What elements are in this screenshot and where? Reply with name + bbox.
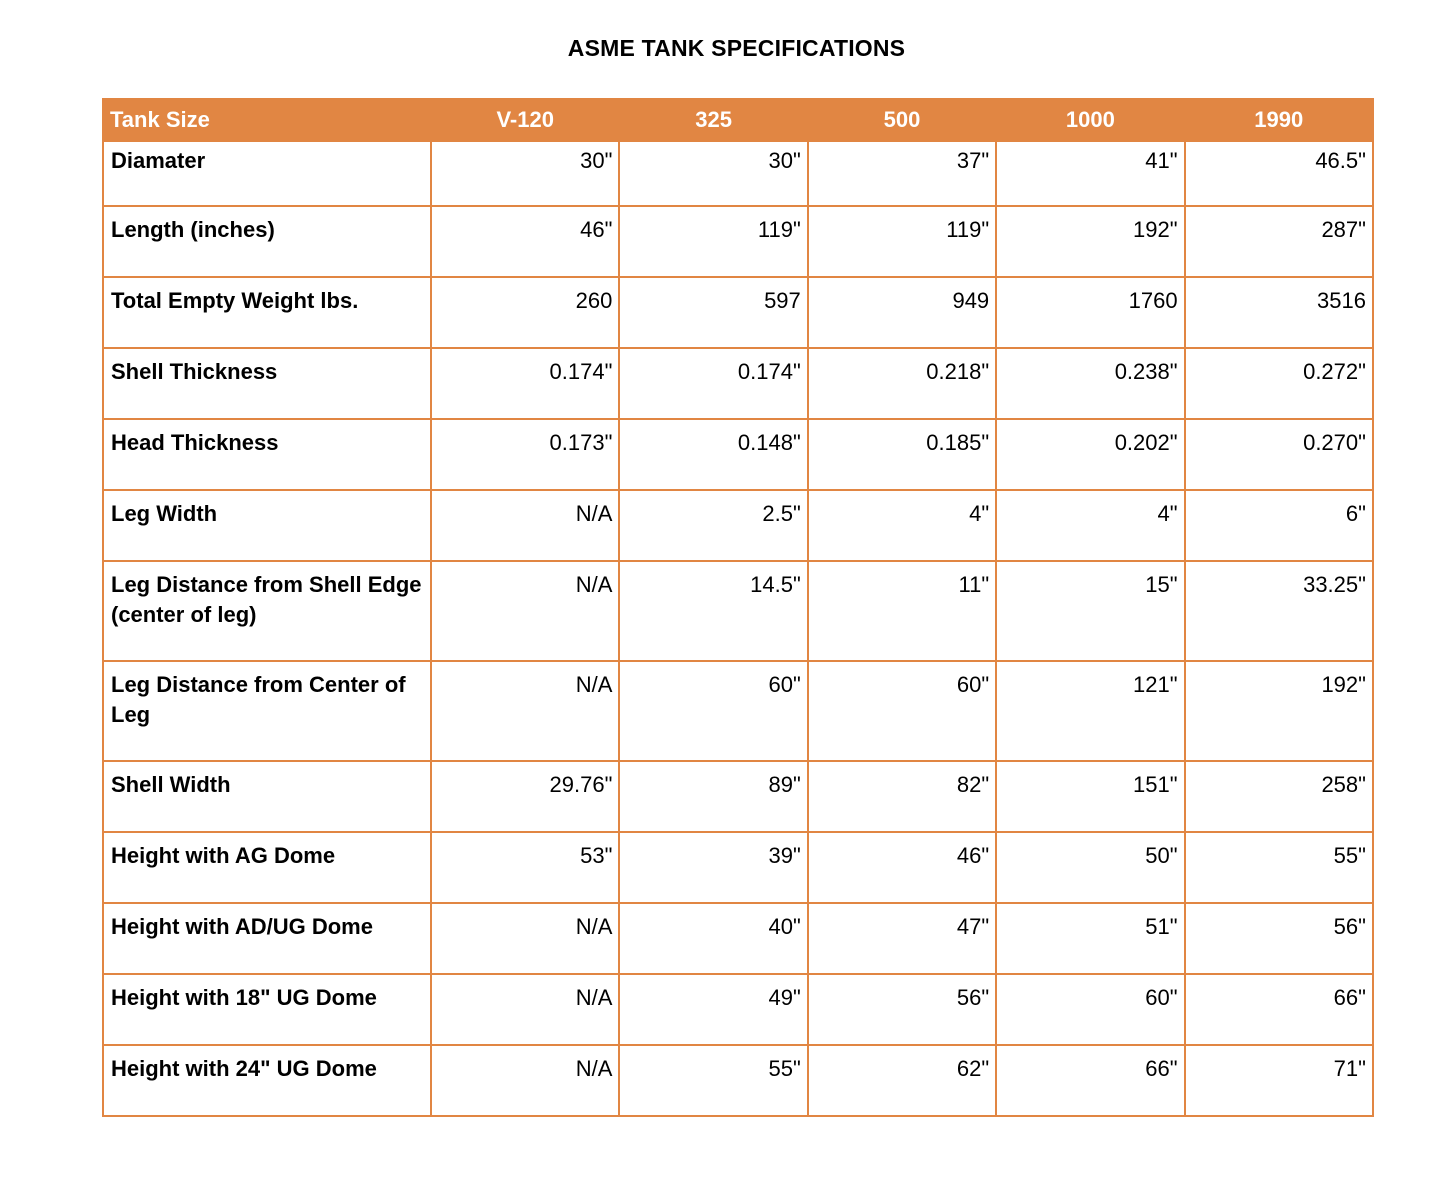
- table-cell: 56": [808, 974, 996, 1045]
- table-cell: 260: [431, 277, 619, 348]
- row-label: Leg Distance from Shell Edge (center of leg): [103, 561, 431, 661]
- table-cell: 30": [431, 141, 619, 206]
- row-label: Total Empty Weight lbs.: [103, 277, 431, 348]
- table-cell: 0.202": [996, 419, 1184, 490]
- table-row: [103, 1045, 1373, 1116]
- page-title: ASME TANK SPECIFICATIONS: [567, 35, 906, 61]
- spec-table: [102, 98, 1374, 1117]
- table-cell: 82": [808, 761, 996, 832]
- table-cell: 46": [431, 206, 619, 277]
- table-cell: 0.173": [431, 419, 619, 490]
- header-size: 1990: [1185, 99, 1373, 141]
- row-label: Shell Thickness: [103, 348, 431, 419]
- table-cell: 0.272": [1185, 348, 1373, 419]
- table-row: [103, 761, 1373, 832]
- table-cell: N/A: [431, 661, 619, 761]
- table-cell: 192": [996, 206, 1184, 277]
- table-cell: N/A: [431, 974, 619, 1045]
- table-cell: 1760: [996, 277, 1184, 348]
- table-cell: 41": [996, 141, 1184, 206]
- table-cell: 39": [619, 832, 807, 903]
- table-cell: 60": [996, 974, 1184, 1045]
- header-tank-size: Tank Size: [103, 99, 431, 141]
- table-cell: 40": [619, 903, 807, 974]
- table-cell: 0.174": [619, 348, 807, 419]
- header-size: V-120: [431, 99, 619, 141]
- row-label: Leg Width: [103, 490, 431, 561]
- table-cell: 151": [996, 761, 1184, 832]
- header-size: 500: [808, 99, 996, 141]
- table-row: [103, 206, 1373, 277]
- table-row: [103, 419, 1373, 490]
- table-cell: 258": [1185, 761, 1373, 832]
- table-cell: 46.5": [1185, 141, 1373, 206]
- table-cell: 71": [1185, 1045, 1373, 1116]
- table-cell: 56": [1185, 903, 1373, 974]
- row-label: Height with AD/UG Dome: [103, 903, 431, 974]
- table-cell: 62": [808, 1045, 996, 1116]
- table-cell: 0.218": [808, 348, 996, 419]
- table-cell: 89": [619, 761, 807, 832]
- table-cell: N/A: [431, 490, 619, 561]
- table-cell: 287": [1185, 206, 1373, 277]
- row-label: Height with 24" UG Dome: [103, 1045, 431, 1116]
- table-cell: 949: [808, 277, 996, 348]
- header-size: 325: [619, 99, 807, 141]
- table-cell: 0.148": [619, 419, 807, 490]
- table-row: [103, 832, 1373, 903]
- table-cell: 50": [996, 832, 1184, 903]
- table-row: [103, 348, 1373, 419]
- table-cell: 55": [619, 1045, 807, 1116]
- table-cell: 49": [619, 974, 807, 1045]
- table-cell: 597: [619, 277, 807, 348]
- row-label: Diamater: [103, 141, 431, 206]
- row-label: Height with 18" UG Dome: [103, 974, 431, 1045]
- table-row: [103, 141, 1373, 206]
- table-cell: 11": [808, 561, 996, 661]
- table-row: [103, 277, 1373, 348]
- table-cell: 37": [808, 141, 996, 206]
- table-cell: 51": [996, 903, 1184, 974]
- table-cell: 192": [1185, 661, 1373, 761]
- table-row: [103, 974, 1373, 1045]
- table-row: [103, 661, 1373, 761]
- table-cell: 29.76": [431, 761, 619, 832]
- table-cell: 0.238": [996, 348, 1184, 419]
- table-cell: 0.174": [431, 348, 619, 419]
- table-cell: 0.185": [808, 419, 996, 490]
- table-row: [103, 561, 1373, 661]
- table-cell: 119": [619, 206, 807, 277]
- header-size: 1000: [996, 99, 1184, 141]
- table-cell: 6": [1185, 490, 1373, 561]
- row-label: Leg Distance from Center of Leg: [103, 661, 431, 761]
- table-cell: 47": [808, 903, 996, 974]
- table-cell: 53": [431, 832, 619, 903]
- table-cell: 2.5": [619, 490, 807, 561]
- table-cell: 66": [1185, 974, 1373, 1045]
- row-label: Shell Width: [103, 761, 431, 832]
- table-row: [103, 903, 1373, 974]
- table-cell: 121": [996, 661, 1184, 761]
- table-cell: N/A: [431, 903, 619, 974]
- table-cell: 66": [996, 1045, 1184, 1116]
- table-cell: 30": [619, 141, 807, 206]
- row-label: Height with AG Dome: [103, 832, 431, 903]
- table-cell: 60": [808, 661, 996, 761]
- table-cell: 0.270": [1185, 419, 1373, 490]
- table-cell: N/A: [431, 1045, 619, 1116]
- table-cell: 14.5": [619, 561, 807, 661]
- table-cell: 3516: [1185, 277, 1373, 348]
- table-cell: N/A: [431, 561, 619, 661]
- table-header-row: [103, 99, 1373, 141]
- row-label: Head Thickness: [103, 419, 431, 490]
- table-cell: 55": [1185, 832, 1373, 903]
- row-label: Length (inches): [103, 206, 431, 277]
- table-cell: 15": [996, 561, 1184, 661]
- table-row: [103, 490, 1373, 561]
- table-cell: 4": [996, 490, 1184, 561]
- table-cell: 4": [808, 490, 996, 561]
- table-cell: 119": [808, 206, 996, 277]
- table-cell: 46": [808, 832, 996, 903]
- table-cell: 33.25": [1185, 561, 1373, 661]
- table-cell: 60": [619, 661, 807, 761]
